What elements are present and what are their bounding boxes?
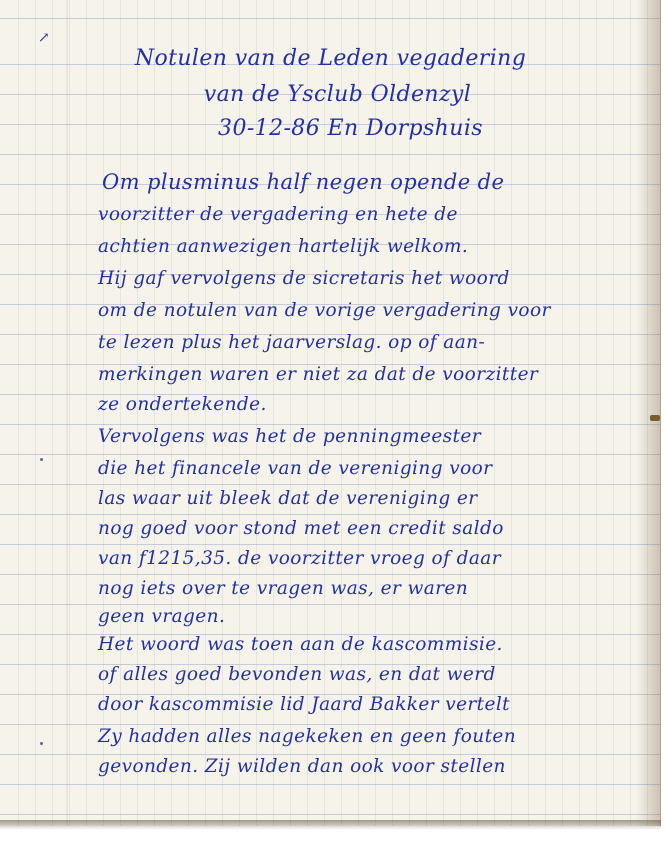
- minutes-line: nog goed voor stond met een credit saldo: [98, 518, 504, 539]
- minutes-line: las waar uit bleek dat de vereniging er: [98, 488, 478, 509]
- minutes-line: merkingen waren er niet za dat de voorzitter: [98, 364, 539, 385]
- minutes-line: geen vragen.: [98, 606, 226, 627]
- minutes-line: voorzitter de vergadering en hete de: [98, 204, 458, 225]
- minutes-line: door kascommisie lid Jaard Bakker vertelt: [98, 694, 511, 715]
- minutes-line: te lezen plus het jaarverslag. op of aan-: [98, 332, 486, 353]
- minutes-line: Zy hadden alles nagekeken en geen fouten: [98, 726, 517, 747]
- minutes-line: of alles goed bevonden was, en dat werd: [98, 664, 496, 685]
- minutes-title-line-1: Notulen van de Leden vegadering: [134, 46, 527, 71]
- minutes-title-line-2: van de Ysclub Oldenzyl: [203, 82, 472, 107]
- minutes-line: achtien aanwezigen hartelijk welkom.: [98, 236, 469, 257]
- ink-dot: [40, 742, 43, 745]
- minutes-line: Om plusminus half negen opende de: [102, 170, 505, 194]
- minutes-line: Het woord was toen aan de kascommisie.: [98, 634, 503, 655]
- minutes-line: om de notulen van de vorige vergadering voor: [98, 300, 551, 321]
- minutes-line: Vervolgens was het de penningmeester: [98, 426, 481, 447]
- binding-mark: [650, 415, 660, 421]
- minutes-line: gevonden. Zij wilden dan ook voor stellen: [98, 756, 506, 777]
- ink-dot: [40, 458, 43, 461]
- minutes-line: nog iets over te vragen was, er waren: [98, 578, 469, 599]
- minutes-line: van f1215,35. de voorzitter vroeg of daar: [98, 548, 501, 569]
- minutes-line: die het financele van de vereniging voor: [98, 458, 493, 479]
- minutes-line: Hij gaf vervolgens de sicretaris het woord: [98, 268, 510, 289]
- corner-pen-mark: ↗: [38, 30, 50, 46]
- minutes-line: ze ondertekende.: [98, 394, 267, 415]
- page-bottom-shadow: [0, 820, 661, 830]
- minutes-title-line-3: 30-12-86 En Dorpshuis: [218, 116, 483, 141]
